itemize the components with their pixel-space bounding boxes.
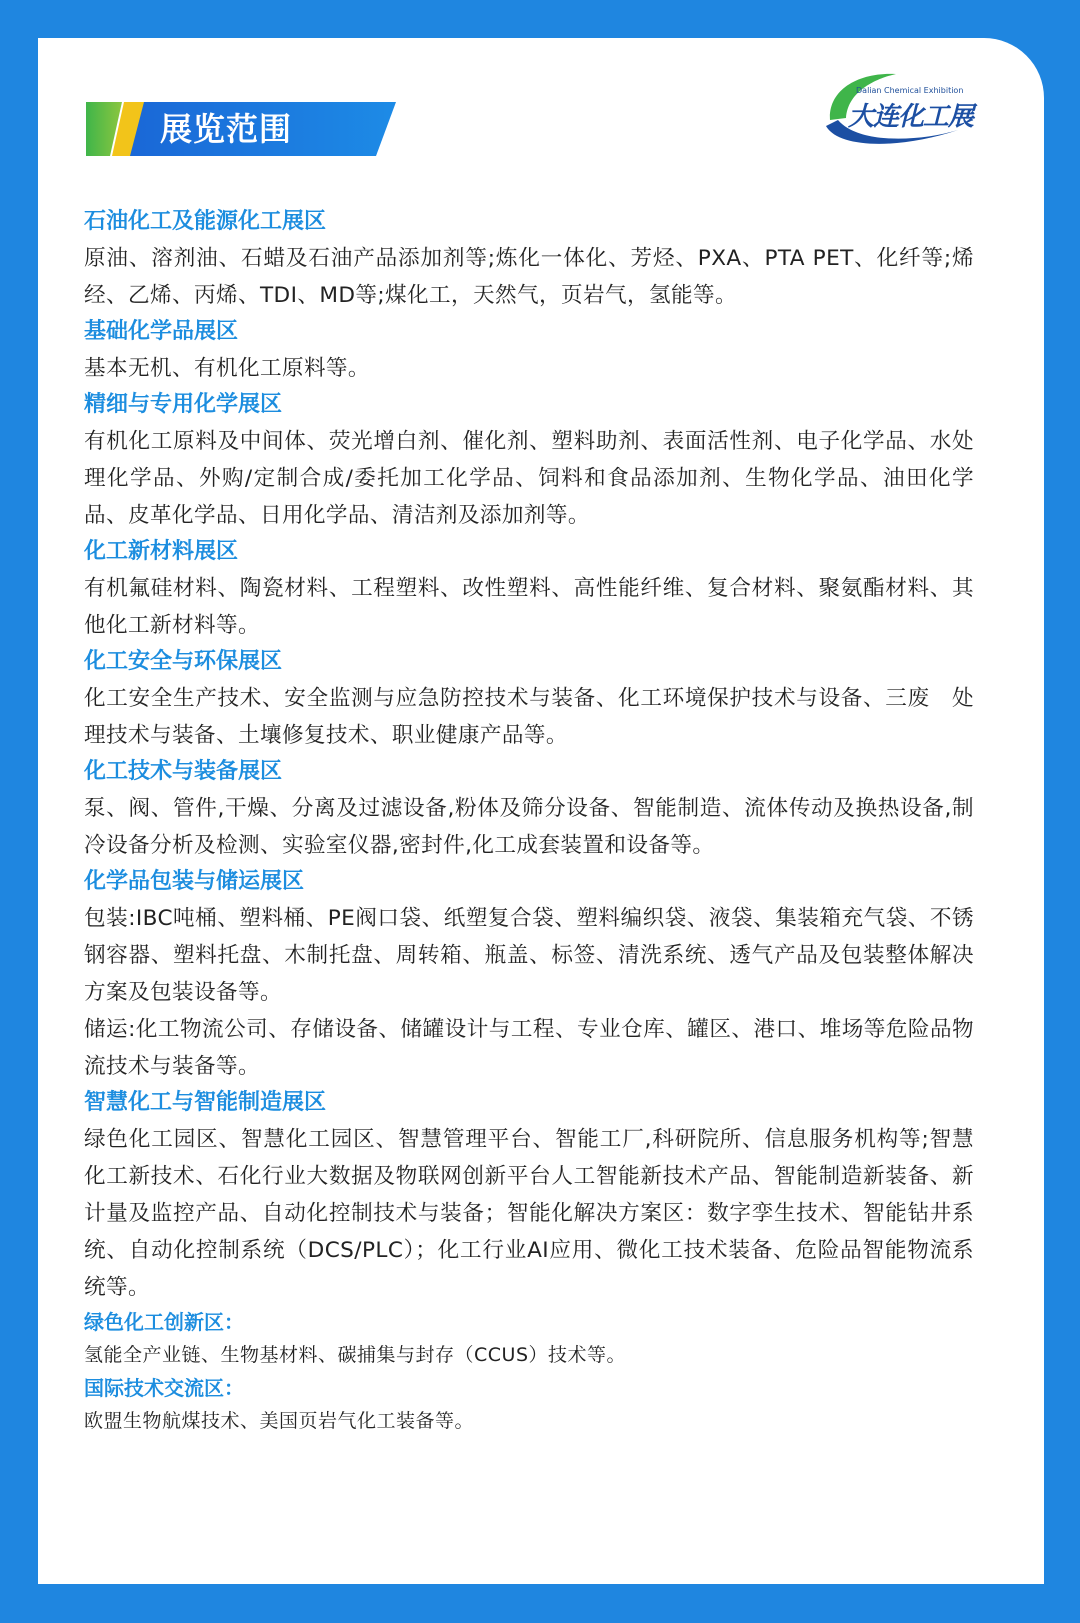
section-body: 欧盟生物航煤技术、美国页岩气化工装备等。	[84, 1410, 475, 1432]
content-card	[38, 38, 1044, 1584]
section-title: 化工技术与装备展区	[84, 759, 283, 784]
section-body: 氢能全产业链、生物基材料、碳捕集与封存（CCUS）技术等。	[84, 1344, 627, 1366]
section-title: 化学品包装与储运展区	[84, 869, 305, 894]
section-body: 包装:IBC吨桶、塑料桶、PE阀口袋、纸塑复合袋、塑料编织袋、液袋、集装箱充气袋、不锈钢容器、塑料托盘、木制托盘、周转箱、瓶盖、标签、清洗系统、透气产品及包装整体解决方案及包装设备等。	[84, 906, 974, 1005]
section-body: 泵、阀、管件,干燥、分离及过滤设备,粉体及筛分设备、智能制造、流体传动及换热设备,制冷设备分析及检测、实验室仪器,密封件,化工成套装置和设备等。	[84, 796, 974, 858]
exhibition-scope-list	[84, 204, 974, 1438]
section-title: 化工新材料展区	[84, 539, 239, 564]
logo-chinese-text: 大连化工展	[848, 102, 974, 132]
section-title: 化工安全与环保展区	[84, 649, 283, 674]
section-body: 基本无机、有机化工原料等。	[84, 356, 370, 381]
section-body: 原油、溶剂油、石蜡及石油产品添加剂等;炼化一体化、芳烃、PXA、PTA PET、化纤等;烯经、乙烯、丙烯、TDI、MD等;煤化工，天然气，页岩气，氢能等。	[84, 246, 974, 308]
section-body: 有机化工原料及中间体、荧光增白剂、催化剂、塑料助剂、表面活性剂、电子化学品、水处理化学品、外购/定制合成/委托加工化学品、饲料和食品添加剂、生物化学品、油田化学品、皮革化学品、日用化学品、清洁剂及添加剂等。	[84, 429, 974, 528]
section-title: 智慧化工与智能制造展区	[84, 1090, 327, 1115]
section-header-banner	[86, 102, 396, 156]
section-body: 有机氟硅材料、陶瓷材料、工程塑料、改性塑料、高性能纤维、复合材料、聚氨酯材料、其他化工新材料等。	[84, 576, 974, 638]
page-title: 展览范围	[160, 110, 293, 148]
section-title: 石油化工及能源化工展区	[84, 209, 327, 234]
section-body: 绿色化工园区、智慧化工园区、智慧管理平台、智能工厂,科研院所、信息服务机构等;智慧化工新技术、石化行业大数据及物联网创新平台人工智能新技术产品、智能制造新装备、新计量及监控产品、自动化控制技术与装备；智能化解决方案区：数字孪生技术、智能钻井系统、自动化控制系统（DCS/PLC）；化工行业AI应用、微化工技术装备、危险品智能物流系统等。	[84, 1127, 974, 1300]
section-body: 储运:化工物流公司、存储设备、储罐设计与工程、专业仓库、罐区、港口、堆场等危险品物流技术与装备等。	[84, 1017, 974, 1079]
section-title: 绿色化工创新区：	[84, 1310, 244, 1334]
exhibition-logo	[818, 60, 998, 150]
section-title: 国际技术交流区：	[84, 1376, 244, 1400]
section-body: 化工安全生产技术、安全监测与应急防控技术与装备、化工环境保护技术与设备、三废 处理技术与装备、土壤修复技术、职业健康产品等。	[84, 686, 974, 748]
logo-english-text: Dalian Chemical Exhibition	[856, 86, 964, 95]
section-title: 精细与专用化学展区	[84, 392, 283, 417]
section-title: 基础化学品展区	[84, 319, 239, 344]
